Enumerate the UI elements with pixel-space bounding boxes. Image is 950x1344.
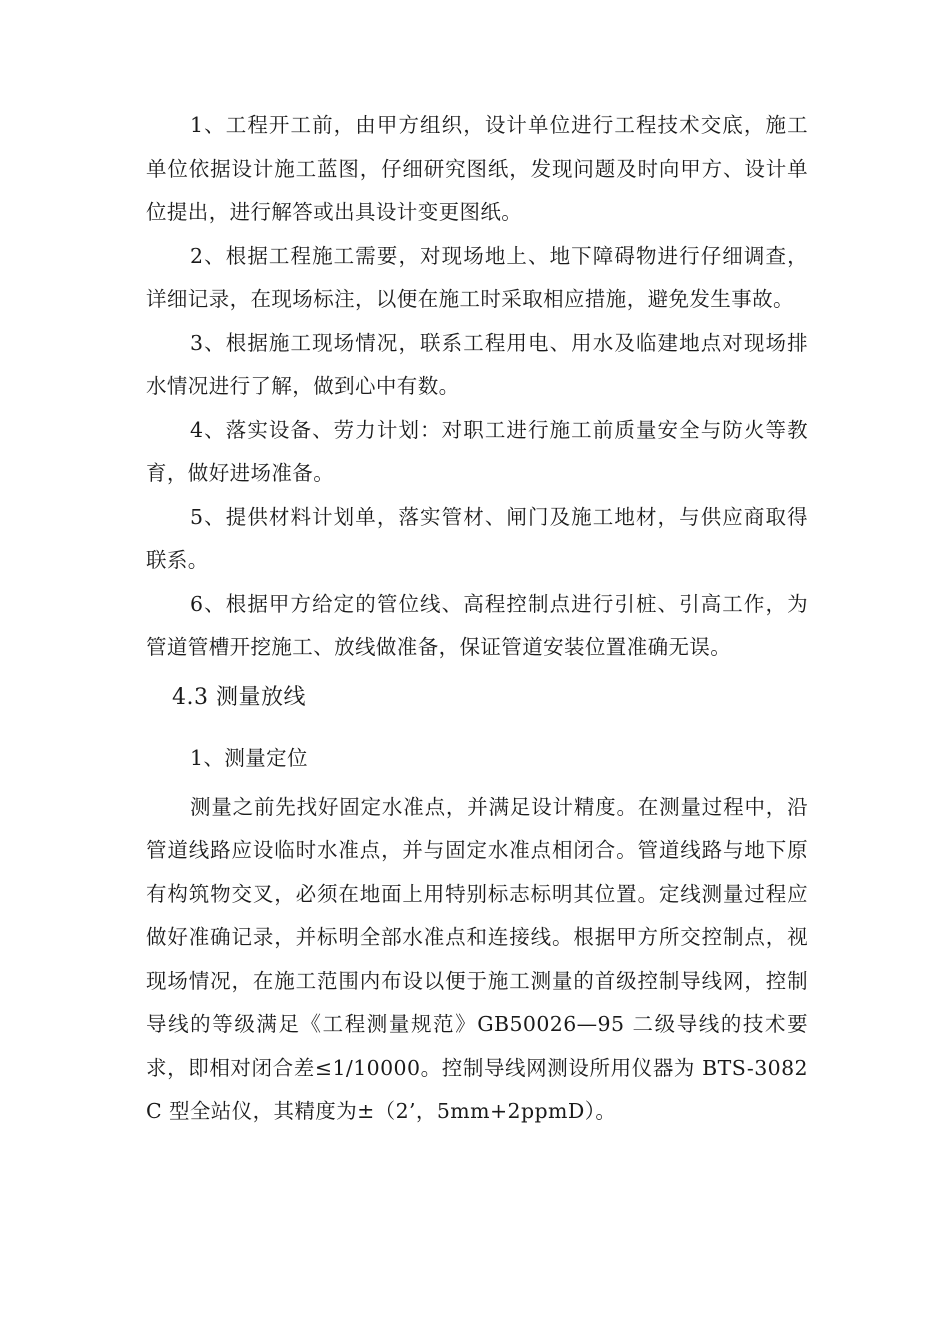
list-item-5: 5、提供材料计划单，落实管材、闸门及施工地材，与供应商取得联系。 xyxy=(146,504,808,572)
section-body-paragraph: 测量之前先找好固定水准点，并满足设计精度。在测量过程中，沿管道线路应设临时水准点，并与固定水准点相闭合。管道线路与地下原有构筑物交叉，必须在地面上用特别标志标明其位置。定线测量过程应做好准确记录，并标明全部水准点和连接线。根据甲方所交控制点，视现场情况，在施工范围内布设以便于施工测量的首级控制导线网，控制导线的等级满足《工程测量规范》GB50026—95 二级导线的技术要求，即相对闭合差≤1/10000。控制导线网测设所用仪器为 BTS-3082C 型全站仪，其精度为±（2’，5mm+2ppmD）。 xyxy=(146,794,808,1123)
list-item-4: 4、落实设备、劳力计划：对职工进行施工前质量安全与防火等教育，做好进场准备。 xyxy=(146,417,808,485)
text-column xyxy=(146,104,808,1134)
list-item-3: 3、根据施工现场情况，联系工程用电、用水及临建地点对现场排水情况进行了解，做到心中有数。 xyxy=(146,330,808,398)
list-item-6: 6、根据甲方给定的管位线、高程控制点进行引桩、引高工作，为管道管槽开挖施工、放线做准备，保证管道安装位置准确无误。 xyxy=(146,591,808,659)
section-heading: 4.3 测量放线 xyxy=(172,684,306,710)
list-item-1: 1、工程开工前，由甲方组织，设计单位进行工程技术交底，施工单位依据设计施工蓝图，仔细研究图纸，发现问题及时向甲方、设计单位提出，进行解答或出具设计变更图纸。 xyxy=(146,113,808,224)
list-item-2: 2、根据工程施工需要，对现场地上、地下障碍物进行仔细调查，详细记录，在现场标注，以便在施工时采取相应措施，避免发生事故。 xyxy=(146,243,808,311)
section-subheading: 1、测量定位 xyxy=(190,745,308,770)
